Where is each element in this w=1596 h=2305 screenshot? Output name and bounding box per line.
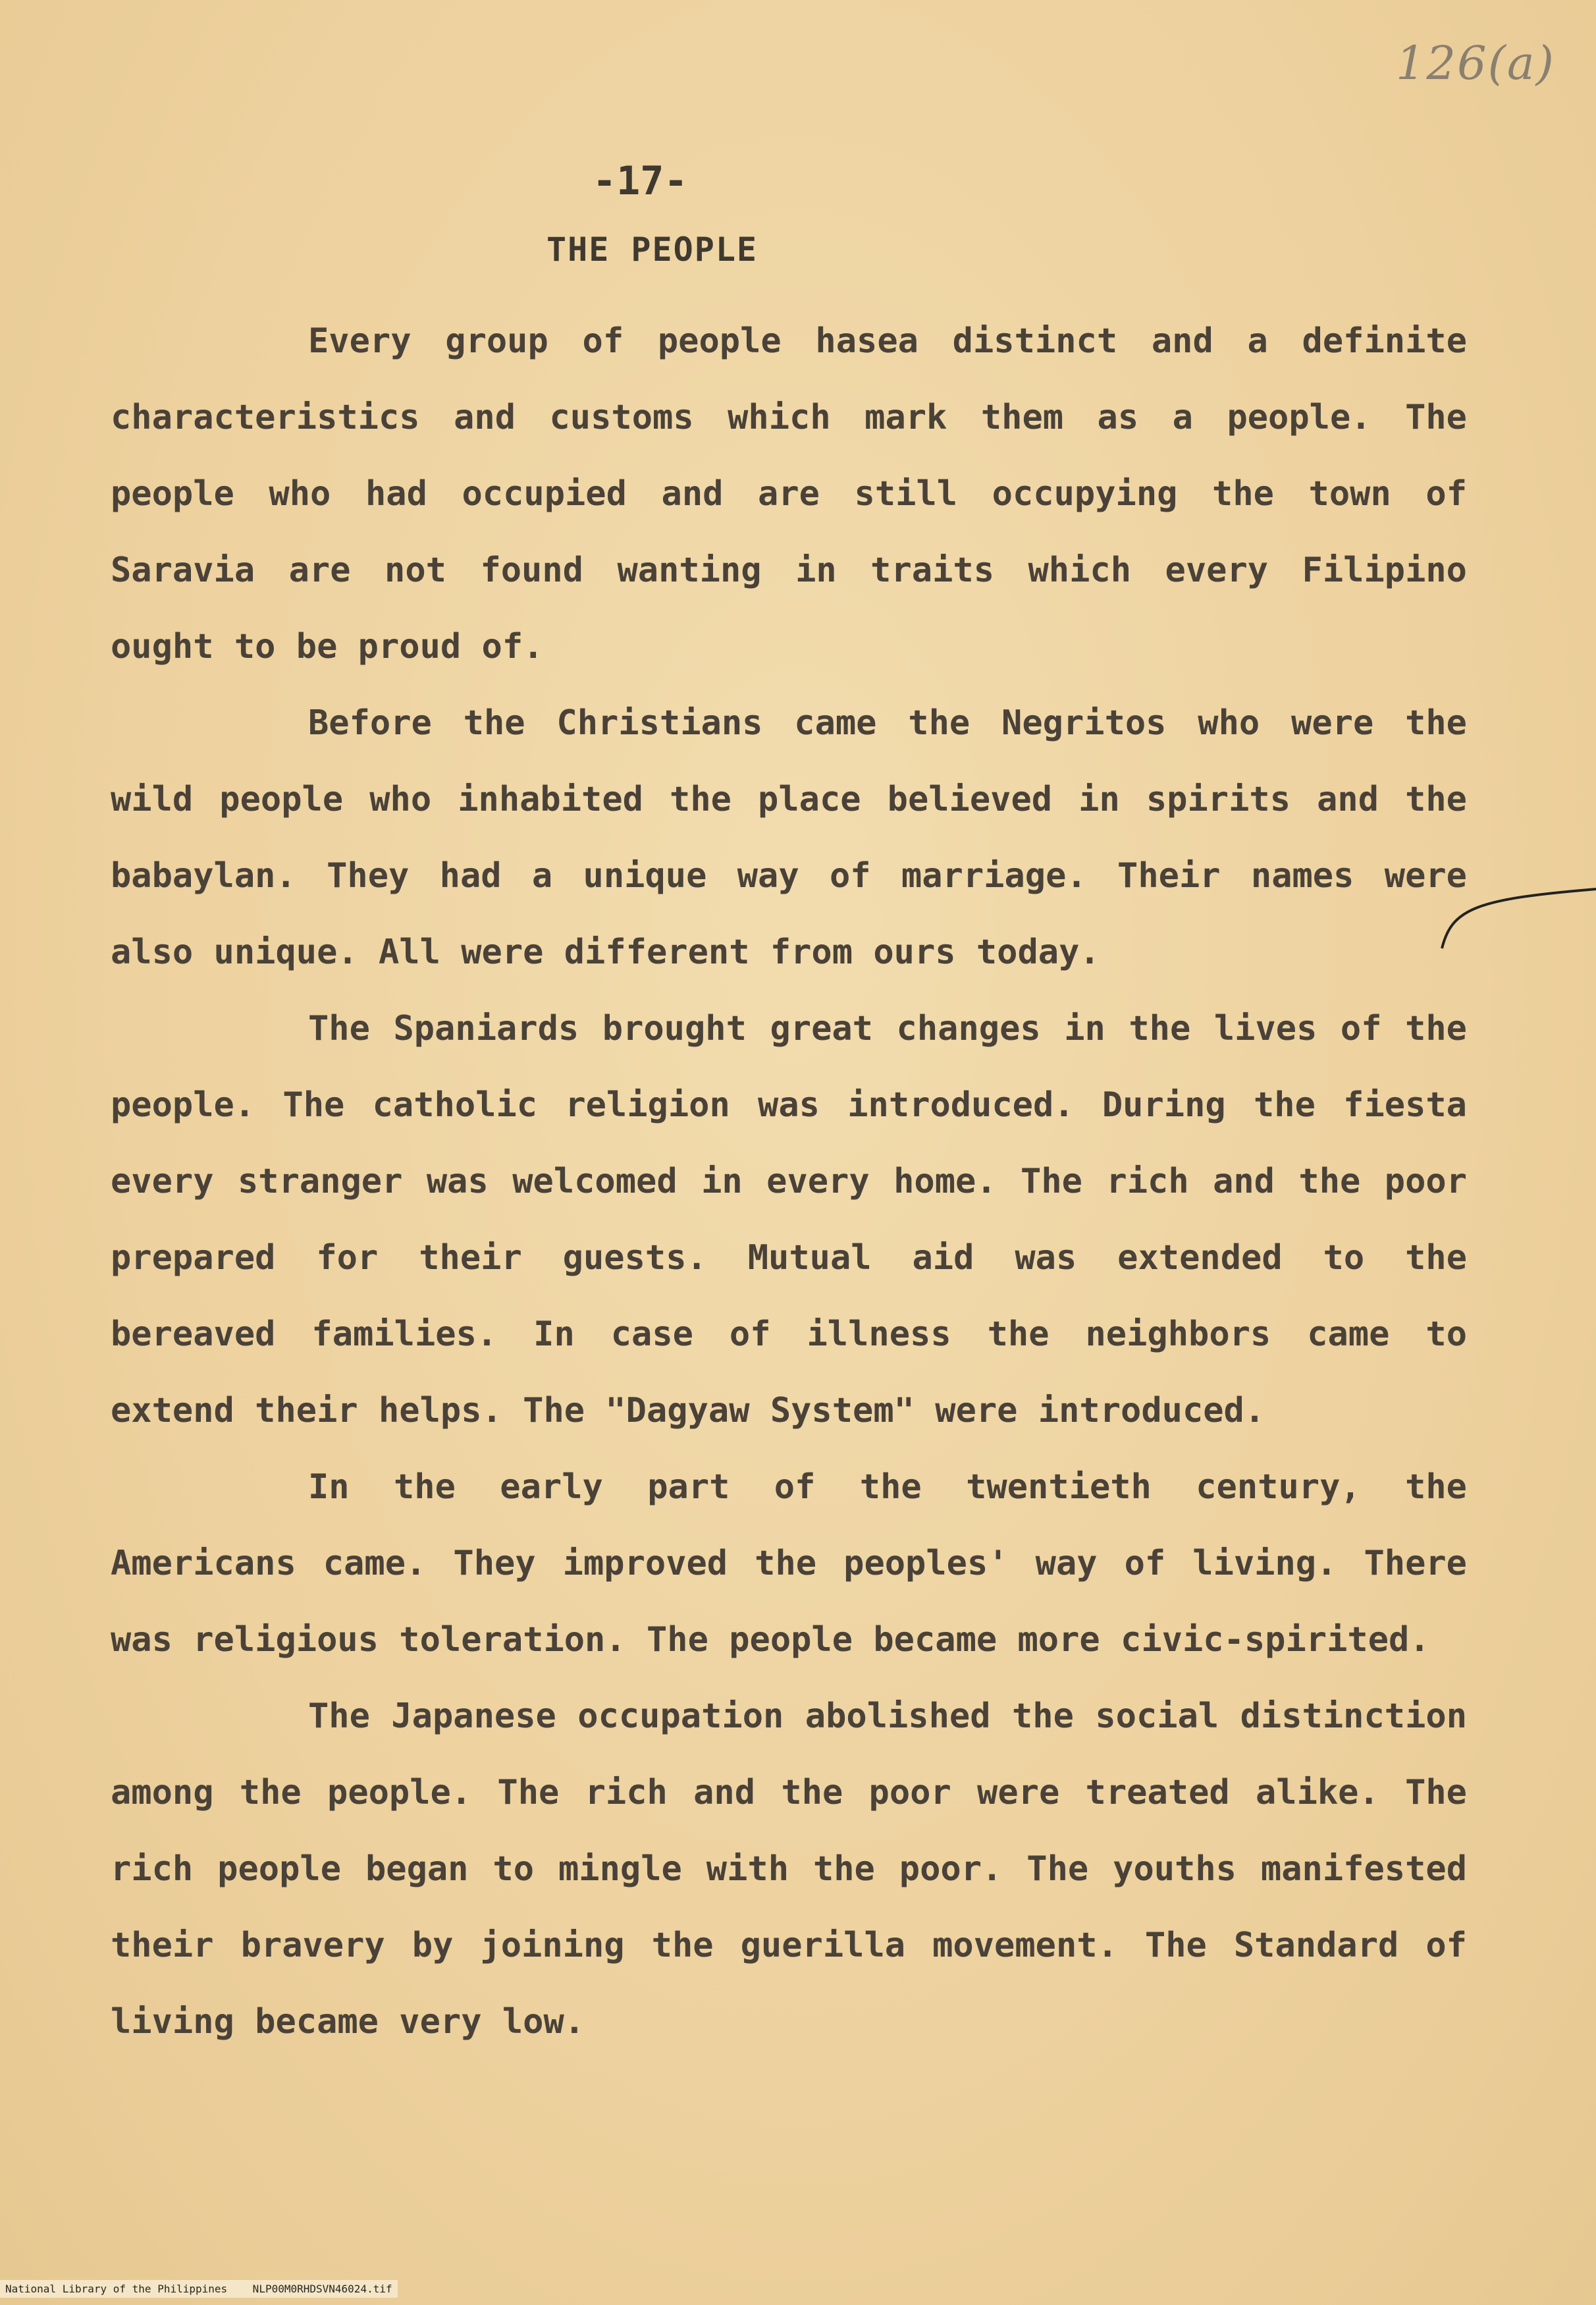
paragraph-4: In the early part of the twentieth century, the Americans came. They improved the peoples' way of living. There was religious toleration. The people became more civic-spirited. <box>111 1467 1467 1660</box>
section-title: THE PEOPLE <box>546 230 758 269</box>
paragraph-3: The Spaniards brought great changes in the lives of the people. The catholic religion was introduced. During the fiesta every stranger was welcomed in every home. The rich and the poor prepared for their guests. Mutual aid was extended to the bereaved families. In case of illness the neighbors came to extend their helps. The "Dagyaw System" were introduced. <box>111 1009 1467 1430</box>
paragraph-2: Before the Christians came the Negritos who were the wild people who inhabited the place believed in spirits and the babaylan. They had a unique way of marriage. Their names were also unique. All were different from ours today. <box>111 703 1467 972</box>
margin-pen-mark <box>1422 882 1596 962</box>
paragraph-5: The Japanese occupation abolished the social distinction among the people. The rich and the poor were treated alike. The rich people began to mingle with the poor. The youths manifested their bravery by joining the guerilla movement. The Standard of living became very low. <box>111 1696 1467 2042</box>
body-text <box>111 303 1467 2060</box>
page-number: -17- <box>593 158 688 204</box>
archive-footer: National Library of the Philippines NLP00M0RHDSVN46024.tif <box>0 2280 398 2298</box>
paragraph-1: Every group of people hasea distinct and a definite characteristics and customs which mark them as a people. The people who had occupied and are still occupying the town of Saravia are not found wanting in traits which every Filipino ought to be proud of. <box>111 321 1467 666</box>
handwritten-page-annotation: 126(a) <box>1396 36 1555 90</box>
